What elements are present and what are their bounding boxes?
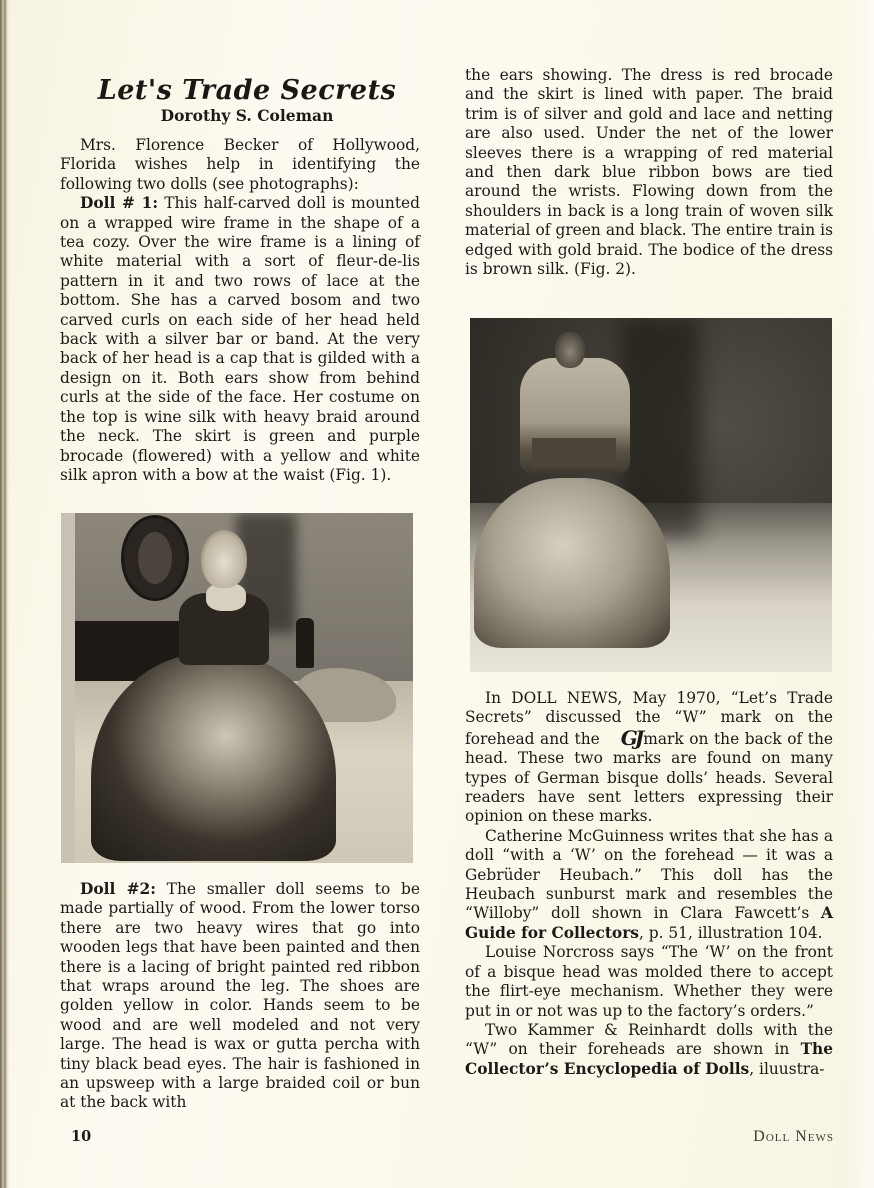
intro-paragraph: Mrs. Florence Becker of Hollywood, Florida wishes help in identifying the following two dolls (see photographs): [60,136,420,193]
para2-text-a: Catherine McGuinness writes that she has a doll “with a ‘W’ on the forehead — it was a Gebrüder Heubach.” This doll has the Heubach sunburst mark and resembles the “Willoby” doll shown in Clara Fawcett’s [465,826,833,923]
doll-head [201,530,247,588]
left-column [60,76,420,485]
book-title-guide: A Guide for Collectors [465,904,833,942]
norcross-paragraph: Louise Norcross says “The ‘W’ on the front of a bisque head was molded there to accept the flirt-eye mechanism. Whether they were put in or not was up to the factory’s orders.” [465,943,833,1020]
article-author: Dorothy S. Coleman [160,106,334,125]
para1-text-a: In DOLL NEWS, May 1970, “Let’s Trade Secrets” discussed the “W” mark on the forehead and the [465,689,833,748]
para1-text-b: mark on the back of the head. These two marks are found on many types of German bisque dolls’ heads. Several readers have sent letters expressing their opinion on these marks. [465,729,833,826]
oval-picture-frame [121,515,189,601]
doll-waist-band [532,438,616,468]
doll-skirt [474,478,670,648]
doll1-lead: Doll # 1: [80,194,159,213]
photo-left-margin [61,513,75,863]
doll1-paragraph [60,194,420,485]
bottle-silhouette [296,618,314,668]
book-title-encyclopedia: The Collector’s Encyclopedia of Dolls [465,1040,833,1078]
kammer-reinhardt-paragraph [465,1021,833,1079]
doll-news-paragraph [465,689,833,827]
doll2-paragraph [60,880,420,1113]
figure-1-photo [61,513,413,863]
para4-text-b: , iluustra- [749,1059,825,1078]
para2-text-b: , p. 51, illustration 104. [638,923,823,942]
doll2-lead: Doll #2: [80,880,156,898]
right-column-lower [465,689,833,1079]
page-edge-shade [844,0,874,1188]
page-binding-edge [0,0,9,1188]
frame-inner [138,532,172,584]
left-column-lower [60,880,420,1113]
doll-head [555,332,585,368]
continued-paragraph: the ears showing. The dress is red brocade and the skirt is lined with paper. The braid trim is of silver and gold and lace and netting are also used. Under the net of the lower sleeves there is a wrapping of red material and then dark blue ribbon bows are tied around the wrists. Flowing down from the shoulders in back is a long train of woven silk material of green and black. The entire train is edged with gold braid. The bodice of the dress is brown silk. (Fig. 2). [465,66,833,279]
right-column-upper [465,66,833,279]
gj-mark-symbol: GJ [620,725,642,750]
para4-text-a: Two Kammer & Reinhardt dolls with the “W” on their foreheads are shown in [465,1020,833,1059]
figure-2-photo [470,318,832,672]
doll2-text: The smaller doll seems to be made partially of wood. From the lower torso there are two heavy wires that go into wooden legs that have been painted and then there is a lacing of bright painted red ribbon that wraps around the leg. The shoes are golden yellow in color. Hands seem to be wood and are well modeled and not very large. The head is wax or gutta percha with tiny black bead eyes. The hair is fashioned in an upsweep with a large braided coil or bun at the back with [60,880,420,1112]
page-number: 10 [71,1128,92,1145]
article-title: Let's Trade Secrets [97,75,397,106]
doll1-text: This half-carved doll is mounted on a wrapped wire frame in the shape of a tea cozy. Over the wire frame is a lining of white material with a sort of fleur-de-lis pattern in it and two rows of lace at the bottom. She has a carved bosom and two carved curls on each side of her head held back with a silver bar or band. At the very back of her head is a cap that is gilded with a design on it. Both ears show from behind curls at the side of the face. Her costume on the top is wine silk with heavy braid around the neck. The skirt is green and purple brocade (flowered) with a yellow and white silk apron with a bow at the waist (Fig. 1). [60,194,420,484]
mcguinness-paragraph [465,827,833,943]
magazine-name: Doll News [753,1128,834,1145]
